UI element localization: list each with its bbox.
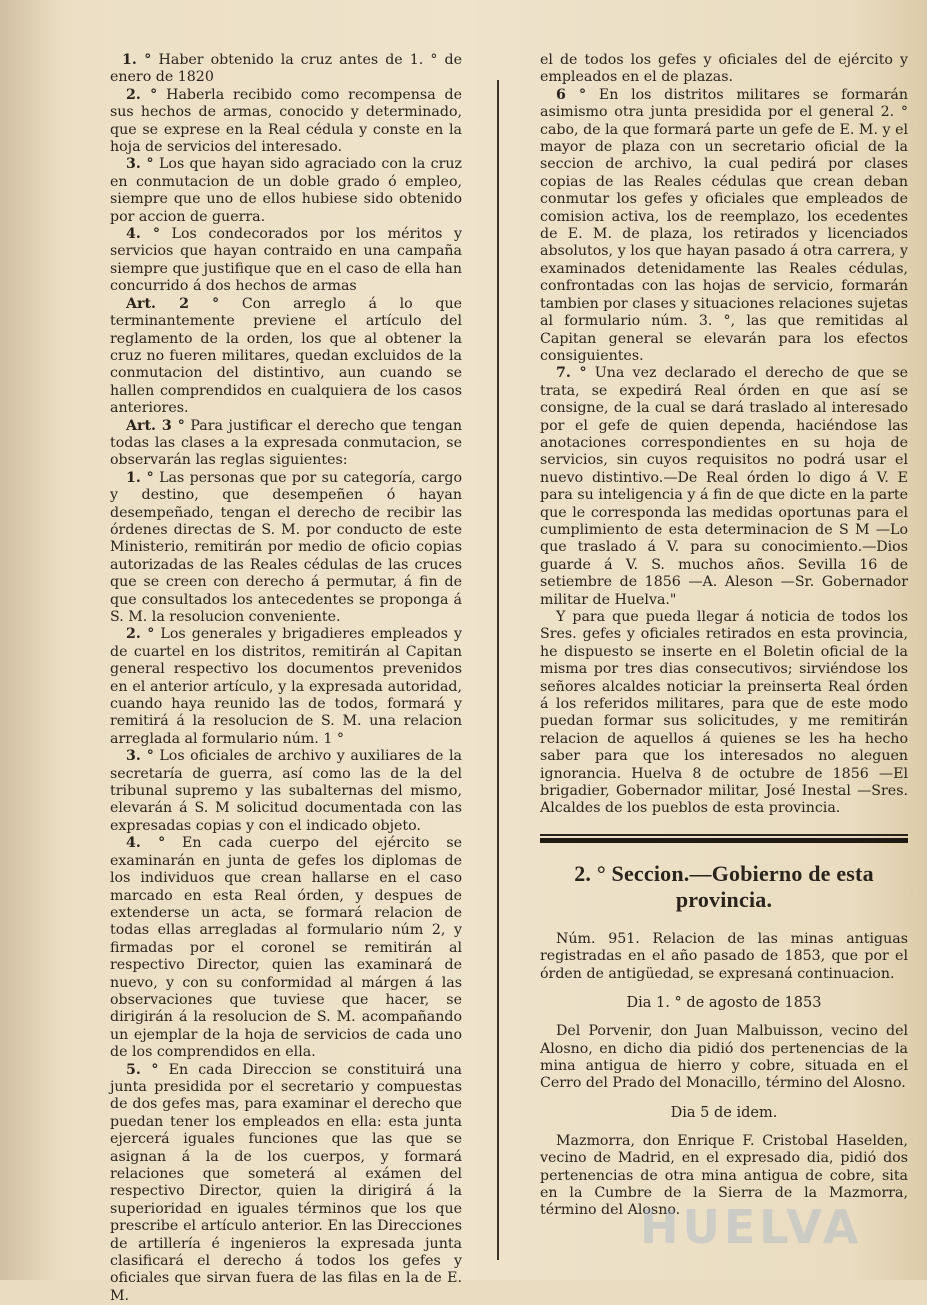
paragraph-text: Los condecorados por los méritos y servicios que hayan contraido en una campaña siempre que justifique que en el caso de ella han concurrido á dos hechos de armas <box>110 226 462 295</box>
column-divider <box>497 80 499 1260</box>
separator-thick <box>540 838 908 843</box>
separator-thin <box>540 834 908 836</box>
mine-entry-1: Del Porvenir, don Juan Malbuisson, vecino del Alosno, en dicho dia pidió dos pertenencias de la mina antigua de hierro y cobre, situada en el Cerro del Prado del Monacillo, término del Alosno. <box>540 1023 908 1092</box>
left-paragraph <box>110 835 462 1061</box>
paragraph-number: Art. 3 ° <box>126 417 185 434</box>
paragraph-text: Con arreglo á lo que terminantemente previene el artículo del reglamento de la orden, los que al obtener la cruz no fueren militares, quedan excluidos de la conmutacion del distintivo, aun cuando se hallen comprendidos en cualquiera de los casos anteriores. <box>110 295 462 417</box>
paragraph-text: Haberla recibido como recompensa de sus hechos de armas, conocido y determinado, que se exprese en la Real cédula y conste en la hoja de servicios del interesado. <box>110 86 462 156</box>
right-column <box>540 52 908 1220</box>
left-paragraph <box>110 418 462 470</box>
right-paragraphs <box>540 87 908 609</box>
paragraph-text: Los generales y brigadieres empleados y de cuartel en los distritos, remitirán al Capitan general respectivo los documentos prevenidos en el anterior artículo, y la expresada autoridad, cuando haya reunido las de todos, formará y remitirá á la resolucion de S. M. una relacion arreglada al formulario núm. 1 ° <box>110 626 462 747</box>
paragraph-text: Los que hayan sido agraciado con la cruz en conmutacion de un doble grado ó empleo, siempre que uno de ellos hubiese sido obtenido por accion de guerra. <box>110 156 462 225</box>
paragraph-number: 4. ° <box>126 226 160 243</box>
paragraph-number: 3. ° <box>126 748 154 765</box>
paragraph-text: En cada cuerpo del ejército se examinarán en junta de gefes los diplomas de los individuos que crean hallarse en el caso marcado en esta Real órden, y despues de extenderse un acta, se formará relacion de todas ellas arregladas al formulario núm 2, y firmadas por el coronel se remitirán al respectivo Director, quien las examinará de nuevo, y con su conformidad al márgen á las observaciones que tuviese que hacer, se dirigirán á la resolucion de S. M. acompañando un ejemplar de la hoja de servicios de cada uno de los comprendidos en ella. <box>110 835 462 1061</box>
left-paragraph <box>110 226 462 296</box>
paragraph-number: 2. ° <box>126 626 155 643</box>
section-title: 2. ° Seccion.—Gobierno de esta provincia. <box>574 860 874 912</box>
mine-entry-2: Mazmorra, don Enrique F. Cristobal Haselden, vecino de Madrid, en el expresado dia, pidió dos pertenencias de otra mina antigua de cobre, sita en la Cumbre de la Sierra de la Mazmorra, término del Alosno. <box>540 1132 908 1219</box>
left-paragraph <box>110 470 462 627</box>
paragraph-number: 1. ° <box>126 469 154 486</box>
left-paragraph <box>110 626 462 748</box>
left-paragraph <box>110 156 462 226</box>
archive-stamp: HUELVA <box>640 1200 863 1254</box>
paragraph-number: 3. ° <box>126 156 154 173</box>
paragraph-number: 2. ° <box>126 86 158 103</box>
paragraph-text: Una vez declarado el derecho de que se trata, se expedirá Real órden en que así se consigne, de la cual se dará traslado al interesado por el gefe de quien dependa, haciéndose las anotaciones correspondientes en su hoja de servicios, sin cuyos requisitos no podrá usar el nuevo distintivo.—De Real órden lo digo á V. E para su inteligencia y á fin de que dicte en la parte que le corresponda las medidas oportunas para el cumplimiento de esta determinacion de S M —Lo que traslado á V. para su conocimiento.—Dios guarde á V. S. muchos años. Sevilla 16 de setiembre de 1856 —A. Aleson —Sr. Gobernador militar de Huelva." <box>540 365 908 608</box>
paragraph-text: Los oficiales de archivo y auxiliares de la secretaría de guerra, así como las de la del tribunal supremo y las subalternas del mismo, elevarán á S. M solicitud documentada con las expresadas copias y con el indicado objeto. <box>110 748 462 834</box>
day-heading-2: Dia 5 de idem. <box>670 1104 778 1121</box>
continuation-text: el de todos los gefes y oficiales del de ejército y empleados en el de plazas. <box>540 52 908 86</box>
left-paragraph <box>110 87 462 157</box>
day-heading-1: Dia 1. ° de agosto de 1853 <box>626 995 822 1012</box>
page-edge-shadow <box>0 0 60 1280</box>
paragraph-text: En cada Direccion se constituirá una junta presidida por el secretario y compuestas de dos gefes mas, para examinar el derecho que puedan tener los empleados en ella: esta junta ejercerá iguales funciones que las que se asignan á la de los cuerpos, y formará relaciones que someterá al exámen del respectivo Director, quien la dirigirá á la superioridad en iguales términos que los que prescribe el artículo anterior. En las Direcciones de artillería é ingenieros la expresada junta clasificará el derecho á todos los gefes y oficiales que sirvan fuera de las filas en la de E. M. <box>110 1061 462 1304</box>
closing-paragraph: Y para que pueda llegar á noticia de todos los Sres. gefes y oficiales retirados en esta provincia, he dispuesto se inserte en el Boletin oficial de la misma por tres dias consecutivos; sirviéndose los señores alcaldes noticiar la preinserta Real órden á los referidos militares, para que de este modo puedan formar sus solicitudes, y me remitirán relacion de aquellos á quienes se les ha hecho saber para que los interesados no aleguen ignorancia. Huelva 8 de octubre de 1856 —El brigadier, Gobernador militar, José Inestal —Sres. Alcaldes de los pueblos de esta provincia. <box>540 609 908 817</box>
paragraph-number: Art. 2 ° <box>126 295 220 312</box>
paragraph-text: Para justificar el derecho que tengan todas las clases a la expresada conmutacion, se observarán las reglas siguientes: <box>110 417 463 469</box>
left-paragraph <box>110 296 462 418</box>
left-paragraph <box>110 748 462 835</box>
paragraph-text: Las personas que por su categoría, cargo y destino, que desempeñen ó hayan desempeñado, tengan el derecho de recibir las órdenes directas de S. M. por conducto de este Ministerio, remitirán por medio de oficio copias autorizadas de las Reales cédulas de las cruces que se creen con derecho á permutar, á fin de que consultados los antecedentes se proponga á S. M. la resolucion conveniente. <box>110 469 462 625</box>
paragraph-text: En los distritos militares se formarán asimismo otra junta presidida por el general 2. ° cabo, de la que formará parte un gefe de E. M. y el mayor de plaza con un secretario oficial de la seccion de archivo, la cual pedirá por clases copias de las Reales cédulas que crean deban conmutar los gefes y oficiales que empleados de comision activa, los de reemplazo, los ecedentes de E. M. de plaza, los retirados y licenciados absolutos, y los que hayan pasado á otra carrera, y examinados detenidamente las Reales cédulas, confrontadas con las hojas de servicio, formarán tambien por clases y situaciones relaciones sujetas al formulario núm. 3. °, las que remitidas al Capitan general se elevarán para los efectos consiguientes. <box>540 86 909 364</box>
paragraph-text: Haber obtenido la cruz antes de 1. ° de enero de 1820 <box>110 52 462 86</box>
paragraph-number: 4. ° <box>126 835 166 852</box>
paragraph-number: 5. ° <box>126 1061 159 1078</box>
right-paragraph <box>540 87 908 366</box>
left-column <box>110 52 462 1305</box>
left-paragraph <box>110 1062 462 1305</box>
paragraph-number: 1. ° <box>122 52 152 68</box>
right-paragraph <box>540 365 908 609</box>
paragraph-number: 7. ° <box>556 365 587 382</box>
paragraph-number: 6 ° <box>556 86 587 103</box>
section-intro: Núm. 951. Relacion de las minas antiguas registradas en el año pasado de 1853, que por el órden de antigüedad, se expresaná continuacion. <box>540 930 908 982</box>
left-paragraph <box>110 52 462 87</box>
